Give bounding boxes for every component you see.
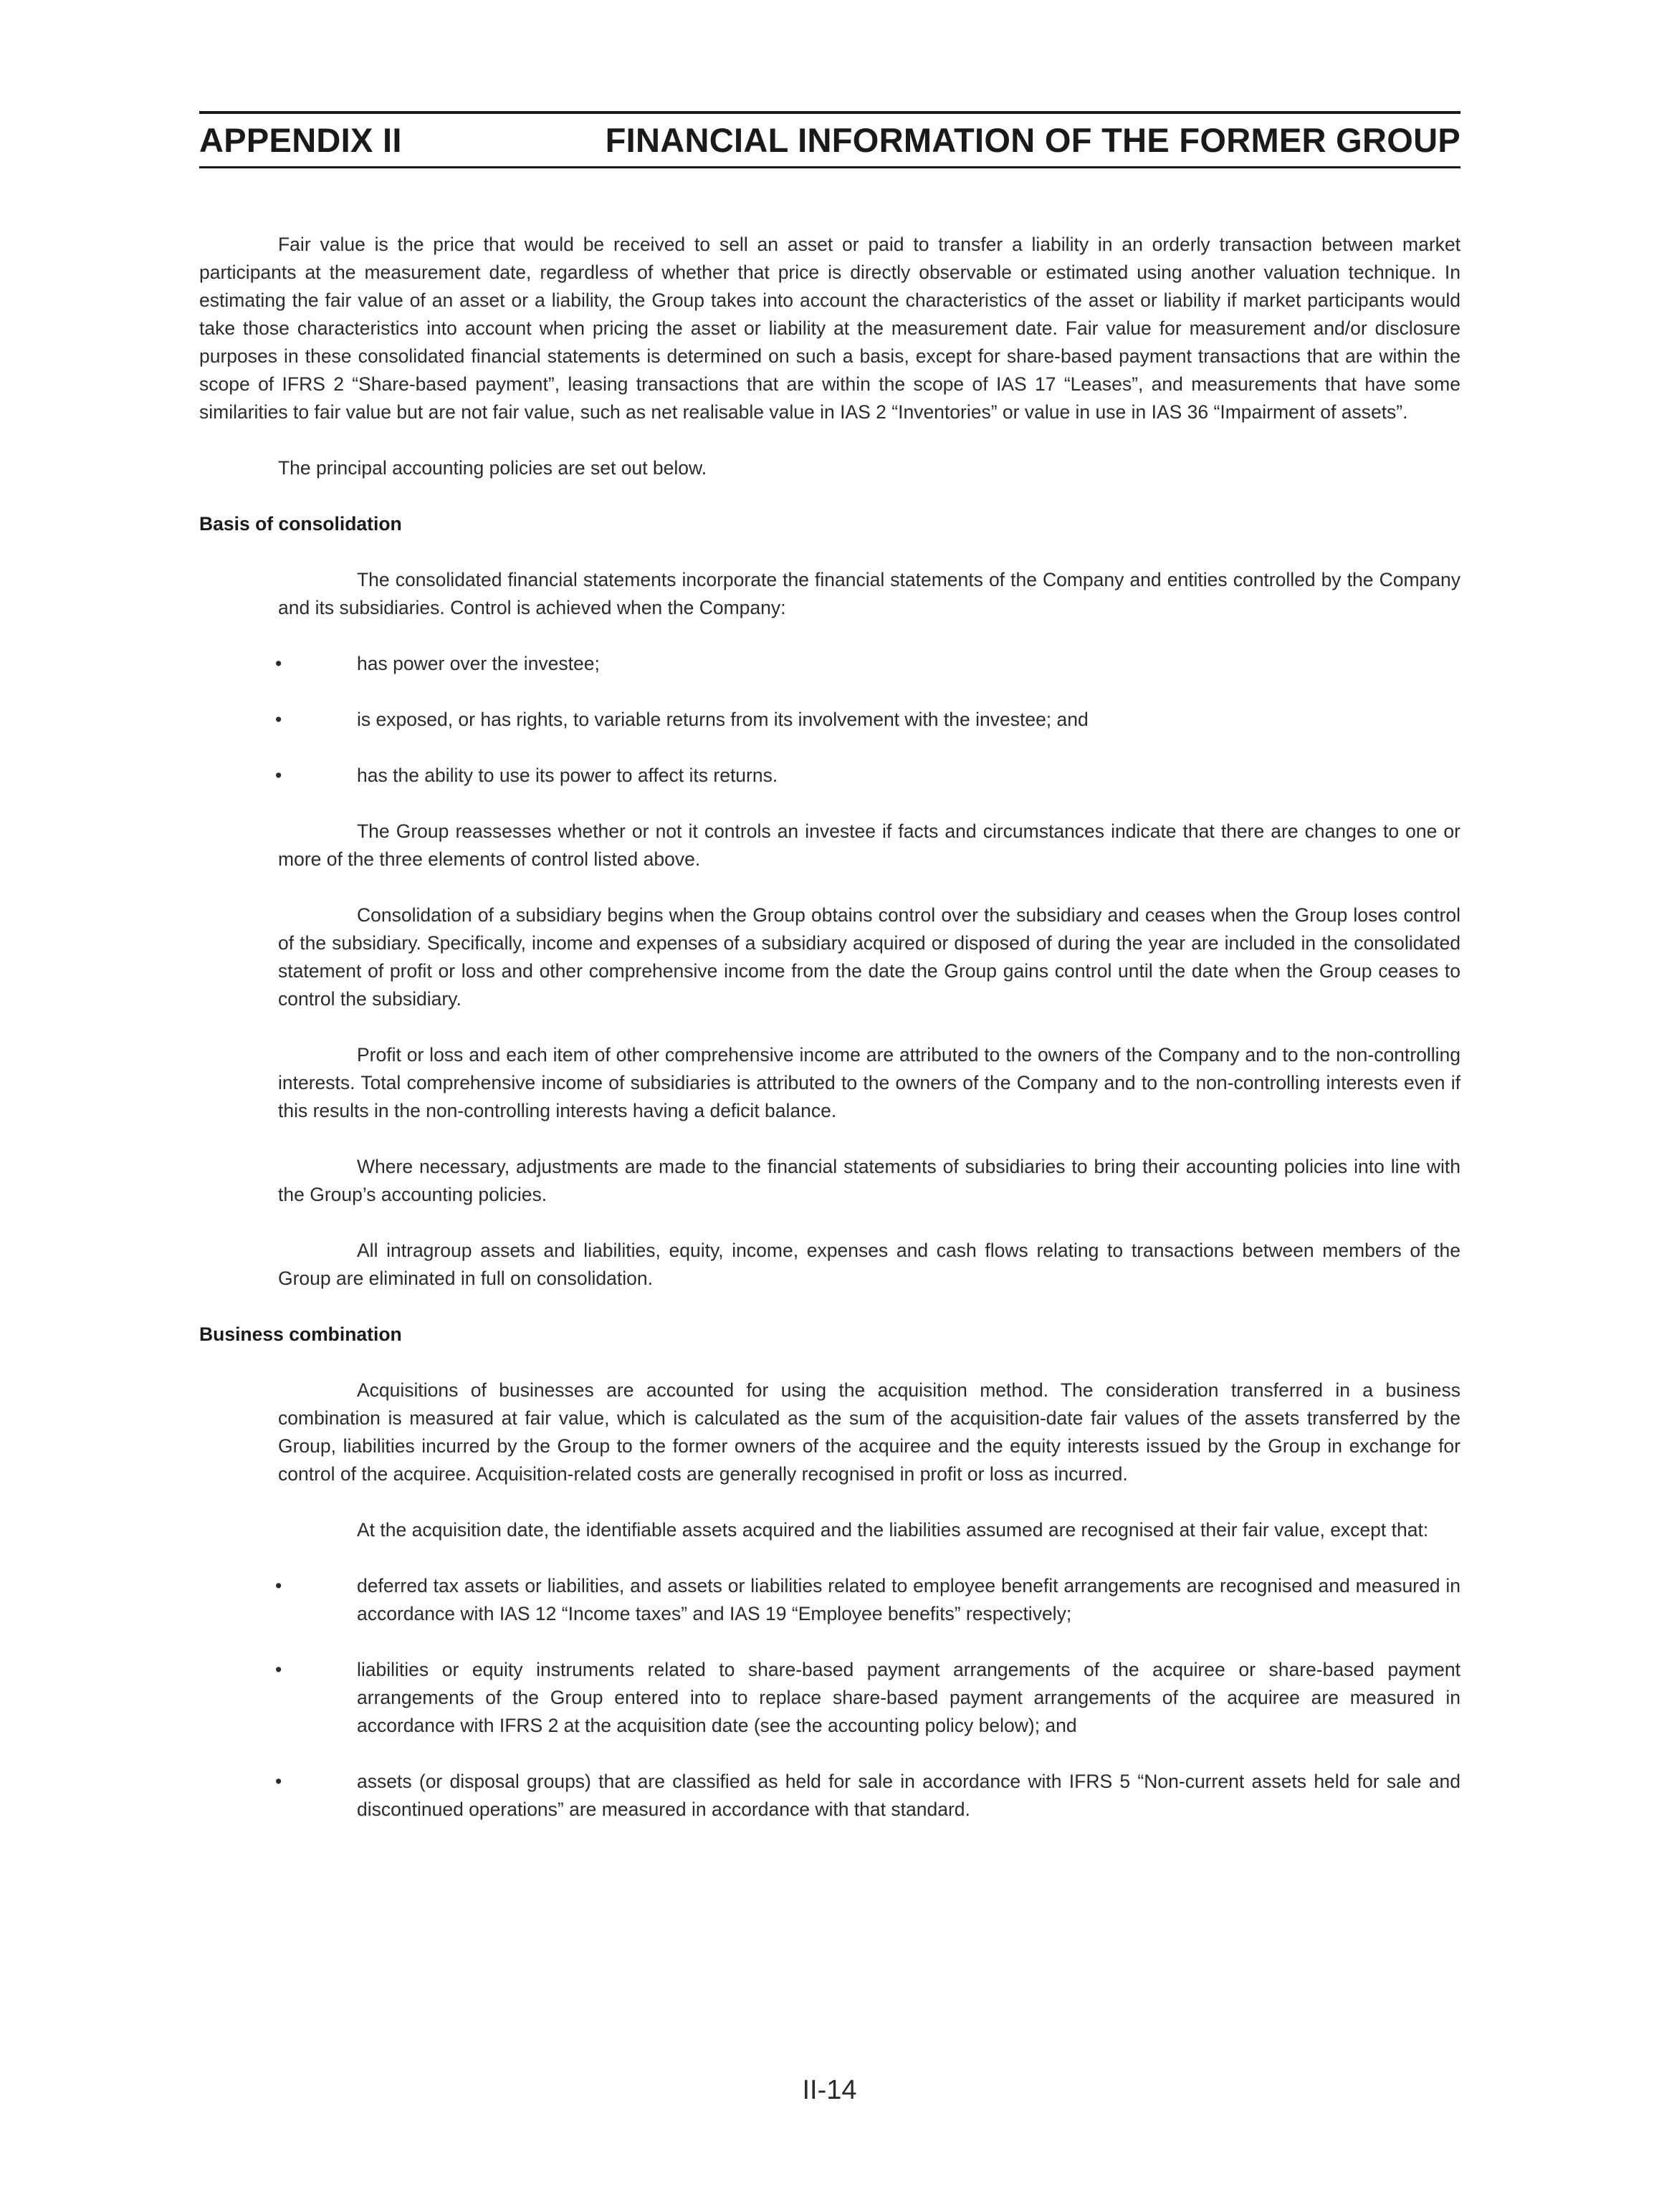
bullet-mark: • — [275, 1771, 282, 1792]
control-bullet-item — [275, 762, 1460, 790]
bullet-text: liabilities or equity instruments related to share-based payment arrangements of the acquiree or share-based payment arrangements of the Group entered into to replace share-based payment arrangements of the acquiree are measured in accordance with IFRS 2 at the acquisition date (see the accounting policy below); and — [357, 1659, 1460, 1736]
bullet-text: deferred tax assets or liabilities, and assets or liabilities related to employee benefit arrangements are recognised and measured in accordance with IAS 12 “Income taxes” and IAS 19 “Employee benefits” respectively; — [357, 1575, 1460, 1624]
bullet-mark: • — [275, 765, 282, 786]
body-content — [199, 231, 1460, 1824]
page-number: II-14 — [802, 2075, 857, 2105]
bullet-text: has the ability to use its power to affect its returns. — [357, 765, 778, 786]
exception-bullet-item — [275, 1768, 1460, 1824]
reassess-paragraph: The Group reassesses whether or not it controls an investee if facts and circumstances indicate that there are changes to one or more of the three elements of control listed above. — [278, 820, 1460, 870]
bullet-text: assets (or disposal groups) that are classified as held for sale in accordance with IFRS 5 “Non-current assets held for sale and discontinued operations” are measured in accordance with that standard. — [357, 1771, 1460, 1820]
adjustments-paragraph: Where necessary, adjustments are made to the financial statements of subsidiaries to bring their accounting policies into line with the Group’s accounting policies. — [278, 1156, 1460, 1205]
section-title: FINANCIAL INFORMATION OF THE FORMER GROUP — [605, 121, 1460, 159]
control-bullet-item — [275, 706, 1460, 734]
appendix-label: APPENDIX II — [199, 121, 402, 159]
acquisition-method-paragraph: Acquisitions of businesses are accounted for using the acquisition method. The consideration transferred in a business combination is measured at fair value, which is calculated as the sum of the acquisition-date fair values of the assets transferred by the Group, liabilities incurred by the Group to the former owners of the acquiree and the equity interests issued by the Group in exchange for control of the acquiree. Acquisition-related costs are generally recognised in profit or loss as incurred. — [278, 1379, 1460, 1485]
consolidation-begins-paragraph: Consolidation of a subsidiary begins when the Group obtains control over the subsidiary and ceases when the Group loses control of the subsidiary. Specifically, income and expenses of a subsidiary acquired or disposed of during the year are included in the consolidated statement of profit or loss and other comprehensive income from the date the Group gains control until the date when the Group ceases to control the subsidiary. — [278, 904, 1460, 1010]
fair-value-paragraph: Fair value is the price that would be received to sell an asset or paid to transfer a liability in an orderly transaction between market participants at the measurement date, regardless of whether that price is directly observable or estimated using another valuation technique. In estimating the fair value of an asset or a liability, the Group takes into account the characteristics of the asset or liability if market participants would take those characteristics into account when pricing the asset or liability at the measurement date. Fair value for measurement and/or disclosure purposes in these consolidated financial statements is determined on such a basis, except for share-based payment transactions that are within the scope of IFRS 2 “Share-based payment”, leasing transactions that are within the scope of IAS 17 “Leases”, and measurements that have some similarities to fair value but are not fair value, such as net realisable value in IAS 2 “Inventories” or value in use in IAS 36 “Impairment of assets”. — [199, 234, 1460, 423]
bullet-text: has power over the investee; — [357, 653, 600, 674]
principal-policies-paragraph: The principal accounting policies are set out below. — [278, 457, 707, 479]
business-combination-heading: Business combination — [199, 1323, 402, 1345]
control-bullet-item — [275, 650, 1460, 678]
basis-of-consolidation-heading: Basis of consolidation — [199, 513, 402, 535]
bullet-text: is exposed, or has rights, to variable returns from its involvement with the investee; and — [357, 709, 1089, 730]
bullet-mark: • — [275, 1659, 282, 1680]
exception-bullet-item — [275, 1572, 1460, 1628]
acquisition-date-paragraph: At the acquisition date, the identifiable assets acquired and the liabilities assumed are recognised at their fair value, except that: — [357, 1519, 1429, 1541]
header-top-rule — [199, 111, 1460, 114]
bullet-mark: • — [275, 653, 282, 674]
bullet-mark: • — [275, 709, 282, 730]
header-bottom-rule — [199, 166, 1460, 168]
exception-bullet-item — [275, 1656, 1460, 1740]
intragroup-paragraph: All intragroup assets and liabilities, equity, income, expenses and cash flows relating to transactions between members of the Group are eliminated in full on consolidation. — [278, 1240, 1460, 1289]
consolidation-intro-paragraph: The consolidated financial statements incorporate the financial statements of the Company and entities controlled by the Company and its subsidiaries. Control is achieved when the Company: — [278, 569, 1460, 618]
bullet-mark: • — [275, 1575, 282, 1596]
profit-attribution-paragraph: Profit or loss and each item of other comprehensive income are attributed to the owners of the Company and to the non-controlling interests. Total comprehensive income of subsidiaries is attributed to the owners of the Company and to the non-controlling interests even if this results in the non-controlling interests having a deficit balance. — [278, 1044, 1460, 1121]
